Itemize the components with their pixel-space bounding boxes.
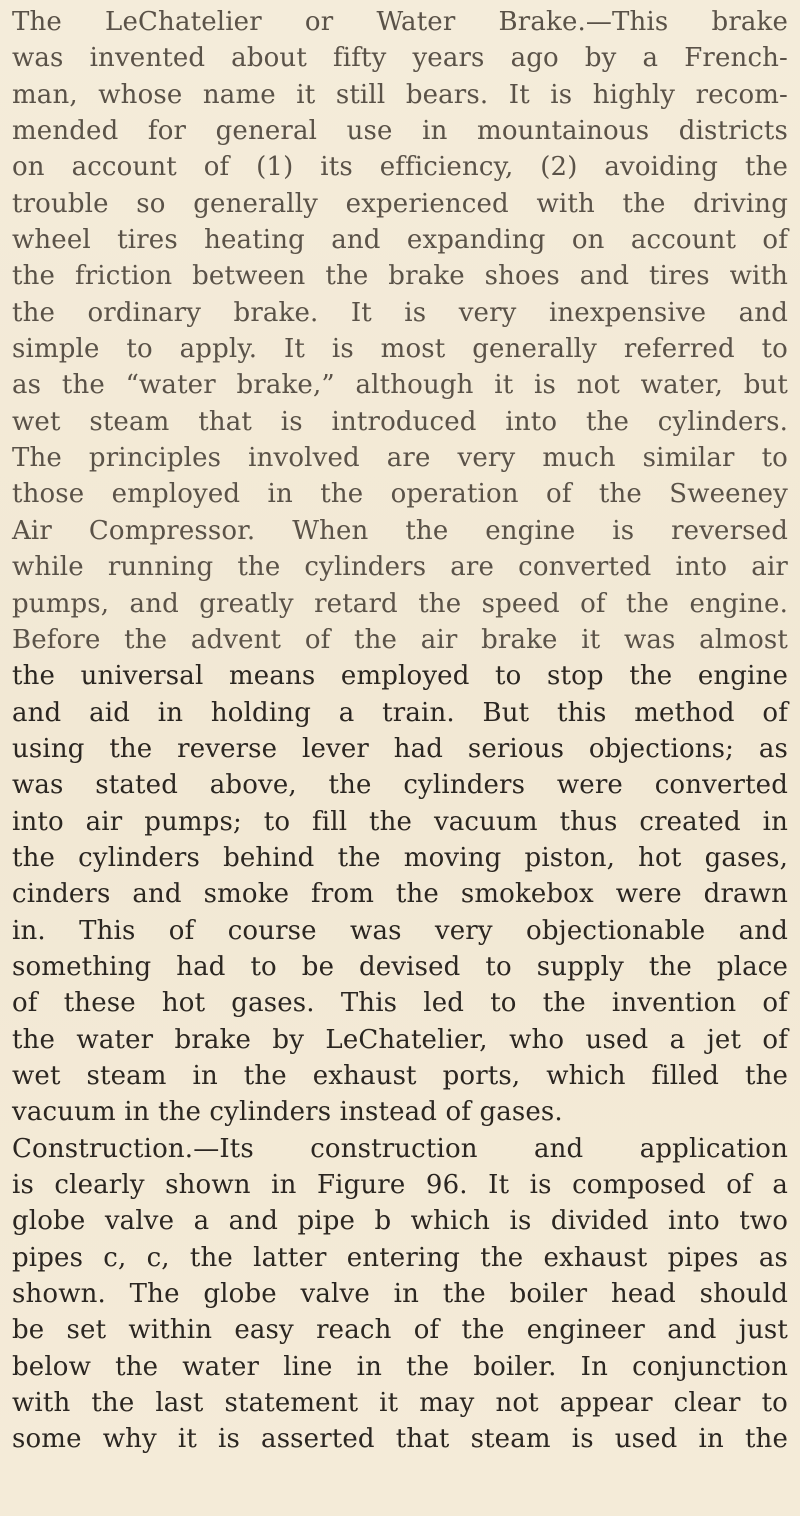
text-line: is clearly shown in Figure 96. It is composed of a — [12, 1170, 788, 1200]
text-line: was stated above, the cylinders were converted — [12, 770, 788, 801]
text-line: pipes c, c, the latter entering the exhaust pipes as — [12, 1242, 788, 1273]
text-line: in. This of course was very objectionable and — [12, 915, 788, 946]
text-line: wheel tires heating and expanding on account of — [12, 225, 788, 256]
text-line: on account of (1) its efficiency, (2) avoiding the — [12, 152, 788, 183]
text-line: while running the cylinders are converted into air — [12, 552, 788, 583]
text-line: pumps, and greatly retard the speed of the engine. — [12, 588, 788, 619]
text-line: below the water line in the boiler. In conjunction — [12, 1351, 788, 1382]
text-line: mended for general use in mountainous districts — [12, 116, 788, 147]
text-line: Construction.—Its construction and application — [12, 1133, 788, 1164]
text-line: be set within easy reach of the engineer and just — [12, 1315, 788, 1346]
text-line: the cylinders behind the moving piston, hot gases, — [12, 842, 788, 873]
text-line: of these hot gases. This led to the invention of — [12, 988, 788, 1019]
text-line: those employed in the operation of the Sweeney — [12, 479, 788, 510]
text-line: shown. The globe valve in the boiler head should — [12, 1279, 788, 1310]
text-line: and aid in holding a train. But this method of — [12, 697, 788, 728]
text-line: some why it is asserted that steam is used in the — [12, 1424, 788, 1455]
text-line: the ordinary brake. It is very inexpensive and — [12, 297, 788, 328]
text-line: the water brake by LeChatelier, who used a jet of — [12, 1024, 788, 1055]
text-line: Air Compressor. When the engine is reversed — [12, 515, 788, 546]
text-line: the friction between the brake shoes and tires with — [12, 261, 788, 292]
text-line: was invented about fifty years ago by a French- — [12, 43, 788, 74]
text-line: The principles involved are very much similar to — [12, 443, 788, 474]
text-line: trouble so generally experienced with the driving — [12, 188, 788, 219]
text-line: wet steam that is introduced into the cylinders. — [12, 406, 788, 437]
text-line: The LeChatelier or Water Brake.—This brake — [12, 7, 788, 37]
text-line: into air pumps; to fill the vacuum thus created in — [12, 806, 788, 837]
text-line: simple to apply. It is most generally referred to — [12, 334, 788, 365]
text-line: vacuum in the cylinders instead of gases. — [12, 1097, 563, 1128]
text-line: Before the advent of the air brake it was almost — [12, 624, 788, 655]
text-line: cinders and smoke from the smokebox were drawn — [12, 879, 788, 910]
text-line: the universal means employed to stop the engine — [12, 661, 788, 692]
text-line: globe valve a and pipe b which is divided into two — [12, 1206, 788, 1237]
text-line: using the reverse lever had serious objections; as — [12, 733, 788, 764]
text-line: with the last statement it may not appear clear to — [12, 1388, 788, 1419]
text-line: man, whose name it still bears. It is highly recom- — [12, 79, 788, 110]
text-line: something had to be devised to supply the place — [12, 951, 788, 982]
body-text — [12, 4, 788, 1458]
text-line: wet steam in the exhaust ports, which filled the — [12, 1060, 788, 1091]
text-line: as the “water brake,” although it is not water, but — [12, 370, 788, 401]
